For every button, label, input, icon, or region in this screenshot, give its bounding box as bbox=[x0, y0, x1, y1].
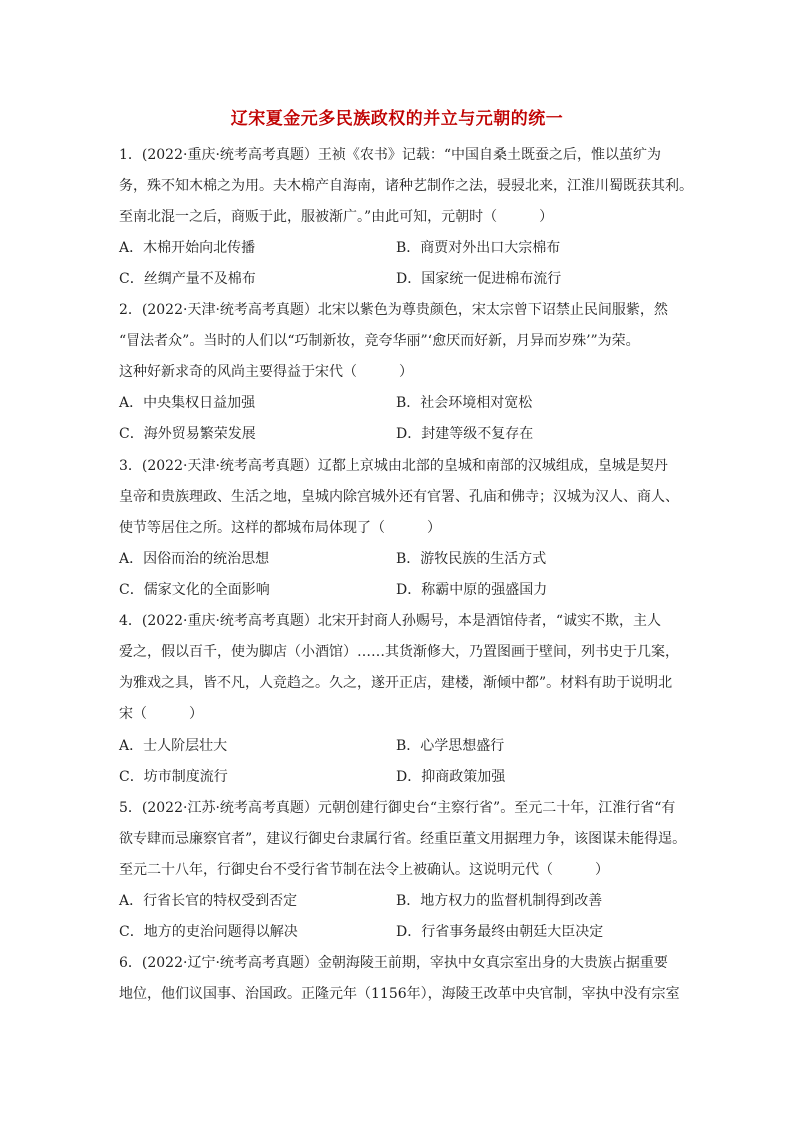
question-4-line-4: 宋（ ） bbox=[119, 706, 203, 722]
question-3-option-b: B．游牧民族的生活方式 bbox=[396, 551, 547, 567]
question-1-option-b: B．商贾对外出口大宗棉布 bbox=[396, 240, 561, 256]
question-4-option-a: A．士人阶层壮大 bbox=[119, 738, 228, 754]
question-1-option-a: A．木棉开始向北传播 bbox=[119, 240, 256, 256]
question-2-option-d: D．封建等级不复存在 bbox=[396, 426, 534, 442]
question-4-option-c: C．坊市制度流行 bbox=[119, 769, 228, 785]
question-6-line-1: 6．(2022·辽宁·统考高考真题）金朝海陵王前期，宰执中女真宗室出身的大贵族占据重要 bbox=[119, 955, 668, 971]
question-2-option-a: A．中央集权日益加强 bbox=[119, 395, 256, 411]
question-3-option-a: A．因俗而治的统治思想 bbox=[119, 551, 270, 567]
question-5-option-d: D．行省事务最终由朝廷大臣决定 bbox=[396, 924, 604, 940]
question-2-line-1: 2．(2022·天津·统考高考真题）北宋以紫色为尊贵颜色，宋太宗曾下诏禁止民间服紫，然 bbox=[119, 302, 668, 318]
question-4-line-3: 为雅戏之具，皆不凡，人竞趋之。久之，遂开正店，建楼，渐倾中都”。材料有助于说明北 bbox=[119, 675, 673, 691]
question-2-option-b: B．社会环境相对宽松 bbox=[396, 395, 533, 411]
question-5-option-b: B．地方权力的监督机制得到改善 bbox=[396, 893, 603, 909]
question-1-option-c: C．丝绸产量不及棉布 bbox=[119, 271, 256, 287]
question-2-line-2: “冒法者众”。当时的人们以“巧制新妆，竞夸华丽”‘愈厌而好新，月异而岁殊’”为荣。 bbox=[119, 333, 640, 349]
question-5-line-3: 至元二十八年，行御史台不受行省节制在法令上被确认。这说明元代（ ） bbox=[119, 862, 609, 878]
question-1-line-2: 务，殊不知木棉之为用。夫木棉产自海南，诸种艺制作之法，骎骎北来，江淮川蜀既获其利。 bbox=[119, 178, 693, 194]
question-5-line-1: 5．(2022·江苏·统考高考真题）元朝创建行御史台“主察行省”。至元二十年，江淮行省“有 bbox=[119, 800, 676, 816]
question-5-line-2: 欲专肆而忌廉察官者”，建议行御史台隶属行省。经重臣董文用据理力争，该图谋未能得逞。 bbox=[119, 831, 687, 847]
question-1-option-d: D．国家统一促进棉布流行 bbox=[396, 271, 562, 287]
document-title: 辽宋夏金元多民族政权的并立与元朝的统一 bbox=[230, 109, 564, 129]
question-3-option-d: D．称霸中原的强盛国力 bbox=[396, 582, 548, 598]
question-4-line-2: 爱之，假以百千，使为脚店（小酒馆）……其货渐修大，乃置图画于壁间，列书史于几案， bbox=[119, 644, 679, 660]
question-1-line-3: 至南北混一之后，商贩于此，服被渐广。”由此可知，元朝时（ ） bbox=[119, 209, 554, 225]
question-3-line-2: 皇帝和贵族理政、生活之地，皇城内除宫城外还有官署、孔庙和佛寺；汉城为汉人、商人、 bbox=[119, 489, 679, 505]
question-5-option-a: A．行省长官的特权受到否定 bbox=[119, 893, 298, 909]
question-3-line-3: 使节等居住之所。这样的都城布局体现了（ ） bbox=[119, 520, 441, 536]
question-2-line-3: 这种好新求奇的风尚主要得益于宋代（ ） bbox=[119, 364, 413, 380]
question-5-option-c: C．地方的吏治问题得以解决 bbox=[119, 924, 298, 940]
question-4-line-1: 4．(2022·重庆·统考高考真题）北宋开封商人孙赐号，本是酒馆侍者，“诚实不欺，主人 bbox=[119, 613, 662, 629]
question-4-option-d: D．抑商政策加强 bbox=[396, 769, 506, 785]
question-4-option-b: B．心学思想盛行 bbox=[396, 738, 505, 754]
question-1-line-1: 1．(2022·重庆·统考高考真题）王祯《农书》记载：“中国自桑土既蚕之后，惟以茧纩为 bbox=[119, 147, 662, 163]
question-3-option-c: C．儒家文化的全面影响 bbox=[119, 582, 270, 598]
question-2-option-c: C．海外贸易繁荣发展 bbox=[119, 426, 256, 442]
question-3-line-1: 3．(2022·天津·统考高考真题）辽都上京城由北部的皇城和南部的汉城组成，皇城是契丹 bbox=[119, 458, 668, 474]
question-6-line-2: 地位，他们议国事、治国政。正隆元年（1156年），海陵王改革中央官制，宰执中没有宗室 bbox=[119, 986, 680, 1002]
